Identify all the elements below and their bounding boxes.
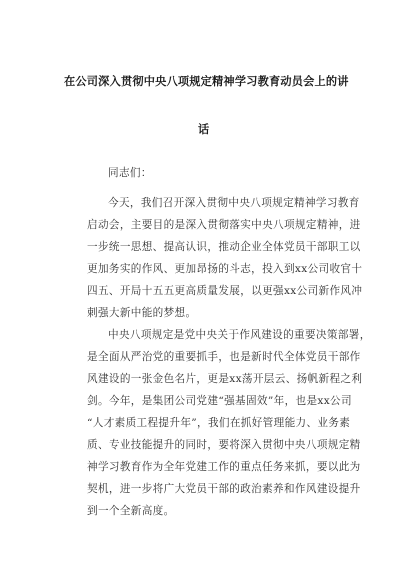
document-title-line-2: 话 [198,122,210,136]
paragraph-line: 一步统一思想、提高认识，推动企业全体党员干部职工以 [87,241,361,253]
paragraph-line: 四五、开局十五五更高质量发展，以更强xx公司新作风冲 [87,285,363,297]
paragraph-line: 是全面从严治党的重要抓手，也是新时代全体党员干部作 [87,351,361,363]
paragraph-line: 刺强大新中能的梦想。 [87,307,197,319]
paragraph-line: 更加务实的作风、更加昂扬的斗志，投入到xx公司收官十 [87,263,363,275]
paragraph-line: 质、专业技能提升的同时，要将深入贯彻中央八项规定精 [87,439,361,451]
paragraph-line: 启动会，主要目的是深入贯彻落实中央八项规定精神，进 [87,219,361,231]
paragraph-line: 剑。今年，是集团公司党建“强基固效”年，也是xx公司 [87,395,352,407]
paragraph-line: 到一个全新高度。 [87,505,175,517]
paragraph-line: “人才素质工程提升年”，我们在抓好管理能力、业务素 [87,417,351,429]
salutation: 同志们： [108,167,152,179]
paragraph-line: 中央八项规定是党中央关于作风建设的重要决策部署， [108,329,371,341]
document-title-line-1: 在公司深入贯彻中央八项规定精神学习教育动员会上的讲 [64,74,349,88]
paragraph-line: 神学习教育作为全年党建工作的重点任务来抓，要以此为 [87,461,361,473]
paragraph-line: 契机，进一步将广大党员干部的政治素养和作风建设提升 [87,483,361,495]
paragraph-line: 风建设的一张金色名片，更是xx荡开层云、扬帆新程之利 [87,373,363,385]
paragraph-line: 今天，我们召开深入贯彻中央八项规定精神学习教育 [108,197,360,209]
